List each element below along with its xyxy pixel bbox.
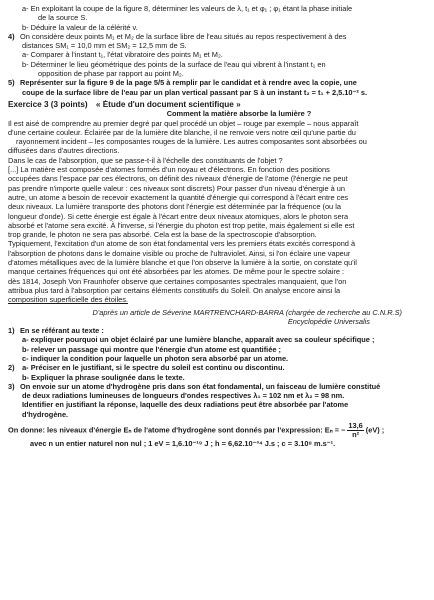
text-line: dès 1814, Joseph Von Fraunhofer observe que certaines composantes spectrales manquaient, que l'on [8,276,347,286]
question-text: Préciser en le justifiant, si le spectre du soleil est continu ou discontinu. [30,363,285,373]
given-text: les niveaux d'énergie Eₙ de l'atome d'hydrogène sont donnés par l'expression: Eₙ = − [47,425,346,435]
question-text: En se référant au texte : [20,326,104,336]
q5-number: 5) [8,78,15,88]
q4-number: 4) [8,31,15,41]
text-line: absorbé et l'atome sera excité. À l'inverse, si l'énergie du photon est trop petite, mais également si elle est [8,220,355,230]
q3-part-a-cont: de la source S. [38,13,88,23]
question-3-cont: Identifier en justifiant la réponse, laquelle des deux radiations peut être absorbée par l'atome [22,400,349,410]
text-paragraph-2: Dans le cas de l'absorption, que se passe-t-il à l'échelle des constituants de l'objet ? [8,155,283,165]
text-line: trop grande, le photon ne sera pas absorbé. Cela est la base de la spectroscopie d'absorption. [8,230,317,240]
q4-part-a: a- Comparer à l'instant t₁, l'état vibratoire des points M₁ et M₂. [22,50,223,60]
text-line: diffusées dans d'autres directions. [8,146,120,156]
question-1c [8,354,430,363]
given-data-line-2: avec n un entier naturel non nul ; 1 eV = 1,6.10⁻¹⁹ J ; h = 6,62.10⁻³⁴ J.s ; c = 3.10⁸ m.s⁻¹. [30,439,336,449]
question-3-cont: d'hydrogène. [22,409,69,419]
text-paragraph-1 [8,119,430,156]
q4-part-b: b- Déterminer le lieu géométrique des points de la surface de l'eau qui vibrent à l'instant t₁ en [22,59,326,69]
fraction-denominator: n² [352,430,360,440]
text-paragraph-3 [8,165,430,239]
question-text: indiquer la condition pour laquelle un photon sera absorbé par un atome. [30,353,289,363]
source-publication: Encyclopédie Universalis [287,316,370,326]
question-1a [8,335,430,344]
exercise-header [8,100,430,109]
q4-line-1 [8,32,430,41]
given-label: On donne: [8,425,45,435]
text-line: Il est aisé de comprendre au premier degré par quel procédé un objet – rouge par exemple – nous apparaît [8,118,359,128]
text-line: d'une certaine couleur. Éclairée par de la lumière dite blanche, il ne renvoie vers notre œil qu'une partie du [8,127,356,137]
exercise-subtitle: Comment la matière absorbe la lumière ? [166,109,312,119]
energy-fraction [347,422,363,439]
q3-part-a: a- En exploitant la coupe de la figure 8, déterminer les valeurs de λ, t₁ et φ₁ ; φ₁ étant la phase initiale [22,4,353,13]
question-sub: a- [22,335,29,345]
question-number: 1) [8,326,15,336]
text-line: Typiquement, l'excitation d'un atome de son état fondamental vers les premiers états excités correspond à [8,239,356,249]
text-line: attribua plus tard à l'absorption par certains éléments constitutifs du Soleil. On analyse encore ainsi la [8,285,341,295]
question-3 [8,382,430,391]
fraction-numerator: 13,6 [348,422,363,431]
text-line: rayonnement incident – les composantes rouges de la lumière. Les autres composantes sont absorbées ou [16,137,367,147]
question-text: relever un passage qui montre que l'énergie d'un atome est quantifiée ; [31,344,281,354]
question-number: 3) [8,381,15,391]
q4-text-1: On considère deux points M₁ et M₂ de la surface libre de l'eau situés au repos respectivement à des [20,31,347,41]
q3-part-b: b- Déduire la valeur de la célérité v. [22,22,138,32]
text-line: manque certaines fréquences qui ont été absorbées par les atomes. De même pour le spectre solaire : [8,267,345,277]
question-sub: b- [22,344,29,354]
q5-text-1: Représenter sur la figure 9 de la page 5/5 à remplir par le candidat et à rendre avec la copie, une [20,78,357,88]
q5-line-1 [8,78,430,87]
question-sub: c- [22,353,29,363]
text-line: longueur d'onde). Si cette énergie est égale à l'écart entre deux niveaux atomiques, alors le photon sera [8,211,349,221]
text-paragraph-4 [8,239,430,304]
question-2a [8,363,430,372]
underlined-sentence: composition superficielle des étoiles. [8,295,128,305]
text-line: d'atomes métalliques avec de la lumière blanche et que l'on observe la lumière à la sortie, on constate qu'il [8,258,357,268]
text-line: deux niveaux. La lumière transporte des photons dont l'énergie est déterminée par la fréquence (ou la [8,202,341,212]
source-citation: D'après un article de Séverine MARTRENCHARD-BARRA (chargée de recherche au C.N.R.S) [92,307,402,317]
given-data-line-1 [8,422,430,439]
exercise-title: Exercice 3 (3 points) [8,99,88,109]
text-line: autre, un atome a besoin de recevoir exactement la quantité d'énergie qui correspond à l'écart entre ces [8,192,349,202]
question-1b [8,345,430,354]
question-2b [8,373,430,382]
q4-part-b-cont: opposition de phase par rapport au point M₂. [38,69,184,79]
question-sub: a- [22,363,29,373]
question-1 [8,326,430,335]
text-line: occupées dans l'espace par ces électrons, on définit des niveaux d'énergie de l'atome (l'énergie ne peut [8,174,348,184]
q5-line-2: coupe de la surface libre de l'eau par un plan vertical passant par S à un instant t₂ = t₁ + 2,5.10⁻² s. [22,87,368,97]
questions-block [8,326,430,419]
question-text: Expliquer la phrase soulignée dans le texte. [31,372,185,382]
question-3-cont: de deux radiations lumineuses de longueurs d'ondes respectives λ₁ = 102 nm et λ₂ = 98 nm. [22,391,345,401]
question-text: expliquer pourquoi un objet éclairé par une lumière blanche, apparaît avec sa couleur spécifique ; [30,335,375,345]
given-unit: (eV) ; [365,425,385,435]
question-number: 2) [8,363,15,373]
text-line: [...] La matière est composée d'atomes formés d'un noyau et d'électrons. En fonction des positions [8,165,330,175]
question-sub: b- [22,372,29,382]
exercise-theme: « Étude d'un document scientifique » [95,99,241,109]
text-line: l'absorption de photons dans le domaine visible ou proche de l'ultraviolet. Ainsi, si l'on éclaire une vapeur [8,248,351,258]
text-line: pas prendre n'importe quelle valeur : ces niveaux sont discrets) Pour passer d'un niveau d'énergie à un [8,183,346,193]
q4-line-2: distances SM₁ = 10,0 mm et SM₂ = 12,5 mm de S. [22,41,187,51]
question-text: On envoie sur un atome d'hydrogène pris dans son état fondamental, un faisceau de lumière constitué [20,381,381,391]
